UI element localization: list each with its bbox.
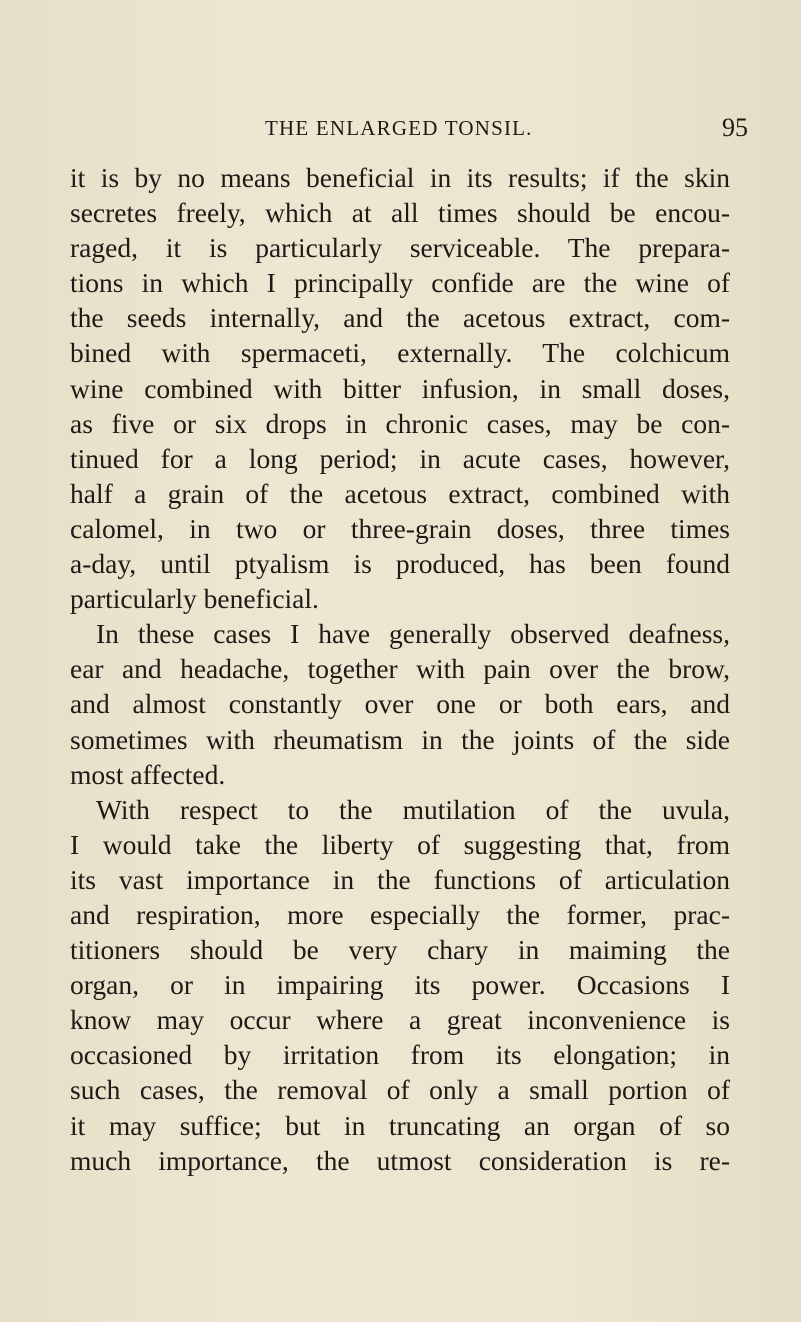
text-line: organ, or in impairing its power. Occasions I [70,969,730,1001]
text-line: In these cases I have generally observed deafness, [96,618,730,650]
text-line: as five or six drops in chronic cases, may be con- [70,407,730,439]
text-line: occasioned by irritation from its elongation; in [70,1039,730,1071]
text-line: its vast importance in the functions of articulation [70,863,730,895]
text-line: secretes freely, which at all times should be encou- [70,197,730,229]
text-line: know may occur where a great inconvenience is [70,1004,730,1036]
text-line: particularly beneficial. [70,583,319,615]
running-head [0,113,801,146]
text-line: tinued for a long period; in acute cases, however, [70,442,730,474]
text-line: it is by no means beneficial in its results; if the skin [70,162,730,193]
text-line: calomel, in two or three-grain doses, three times [70,512,730,544]
text-line: half a grain of the acetous extract, combined with [70,477,730,509]
running-title: THE ENLARGED TONSIL. [265,116,533,140]
text-line: most affected. [70,758,226,790]
body-text [70,160,730,1178]
text-line: tions in which I principally confide are the wine of [70,267,730,299]
text-line: it may suffice; but in truncating an organ of so [70,1109,730,1141]
text-line: and almost constantly over one or both ears, and [70,688,730,720]
text-line: such cases, the removal of only a small portion of [70,1074,730,1106]
text-line: titioners should be very chary in maiming the [70,934,730,966]
page-number: 95 [722,113,748,142]
text-line: bined with spermaceti, externally. The colchicum [70,337,730,369]
text-line: ear and headache, together with pain over the brow, [70,653,730,685]
text-line: a-day, until ptyalism is produced, has been found [70,548,730,580]
text-line: wine combined with bitter infusion, in small doses, [70,372,730,404]
text-line: much importance, the utmost consideration is re- [70,1144,730,1176]
text-line: raged, it is particularly serviceable. The prepara- [70,232,730,264]
text-line: With respect to the mutilation of the uvula, [96,793,730,825]
text-line: I would take the liberty of suggesting that, from [70,828,730,860]
text-line: the seeds internally, and the acetous extract, com- [70,302,730,334]
text-line: and respiration, more especially the former, prac- [70,898,730,930]
text-line: sometimes with rheumatism in the joints of the side [70,723,730,755]
